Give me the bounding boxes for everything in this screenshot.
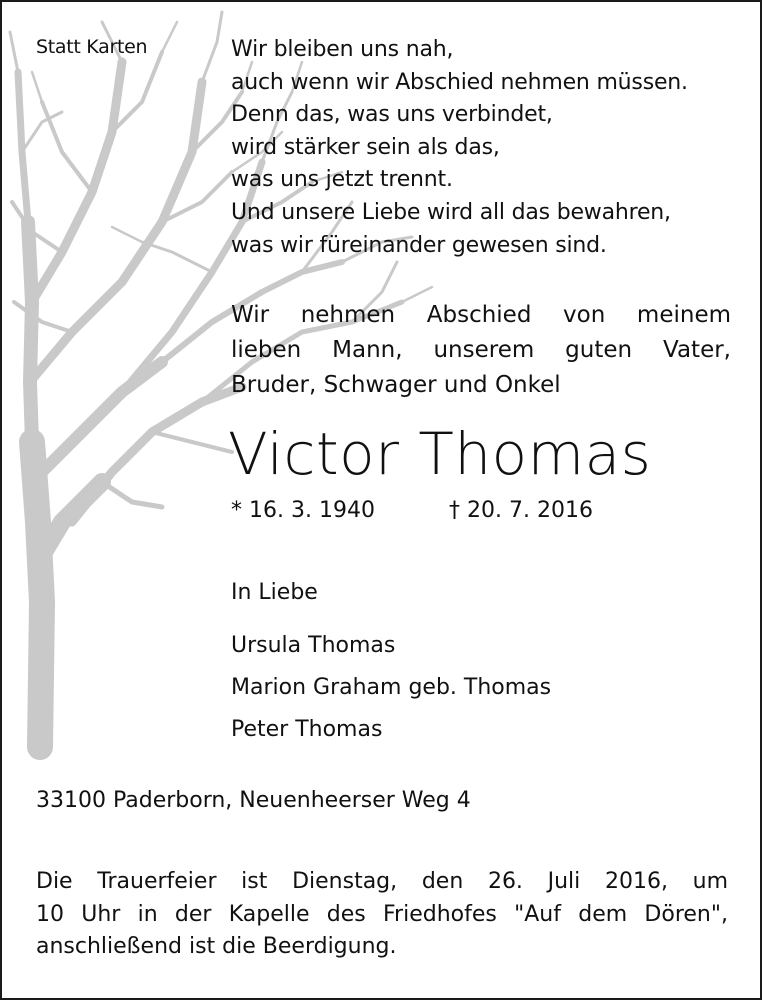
family-address: 33100 Paderborn, Neuenheerser Weg 4 — [36, 788, 471, 813]
poem-line: wird stärker sein als das, — [231, 134, 500, 160]
announcement-intro — [231, 298, 731, 403]
poem-line: auch wenn wir Abschied nehmen müssen. — [231, 69, 688, 95]
intro-line: lieben Mann, unserem guten Vater, — [231, 337, 731, 363]
life-dates — [231, 496, 593, 526]
mourner-name: Ursula Thomas — [231, 633, 396, 658]
mourner-name: Peter Thomas — [231, 717, 383, 742]
funeral-notice — [36, 866, 728, 964]
funeral-line: Die Trauerfeier ist Dienstag, den 26. Juli 2016, um — [36, 869, 728, 894]
poem-line: was wir füreinander gewesen sind. — [231, 232, 607, 258]
funeral-line: anschließend ist die Beerdigung. — [36, 934, 397, 960]
statt-karten-label: Statt Karten — [36, 36, 148, 58]
death-date: † 20. 7. 2016 — [449, 498, 593, 523]
birth-date: * 16. 3. 1940 — [231, 498, 375, 523]
deceased-name: Victor Thomas — [228, 420, 652, 488]
intro-line: Wir nehmen Abschied von meinem — [231, 302, 731, 328]
poem-line: Wir bleiben uns nah, — [231, 37, 454, 62]
poem-line: Denn das, was uns verbindet, — [231, 102, 553, 128]
poem-line: Und unsere Liebe wird all das bewahren, — [231, 199, 671, 225]
poem — [231, 34, 731, 262]
mourners-list — [231, 625, 551, 751]
mourners-heading: In Liebe — [231, 580, 318, 605]
mourner-name: Marion Graham geb. Thomas — [231, 675, 552, 700]
intro-line: Bruder, Schwager und Onkel — [231, 372, 561, 398]
poem-line: was uns jetzt trennt. — [231, 167, 453, 193]
funeral-line: 10 Uhr in der Kapelle des Friedhofes "Auf dem Dören", — [36, 901, 728, 927]
